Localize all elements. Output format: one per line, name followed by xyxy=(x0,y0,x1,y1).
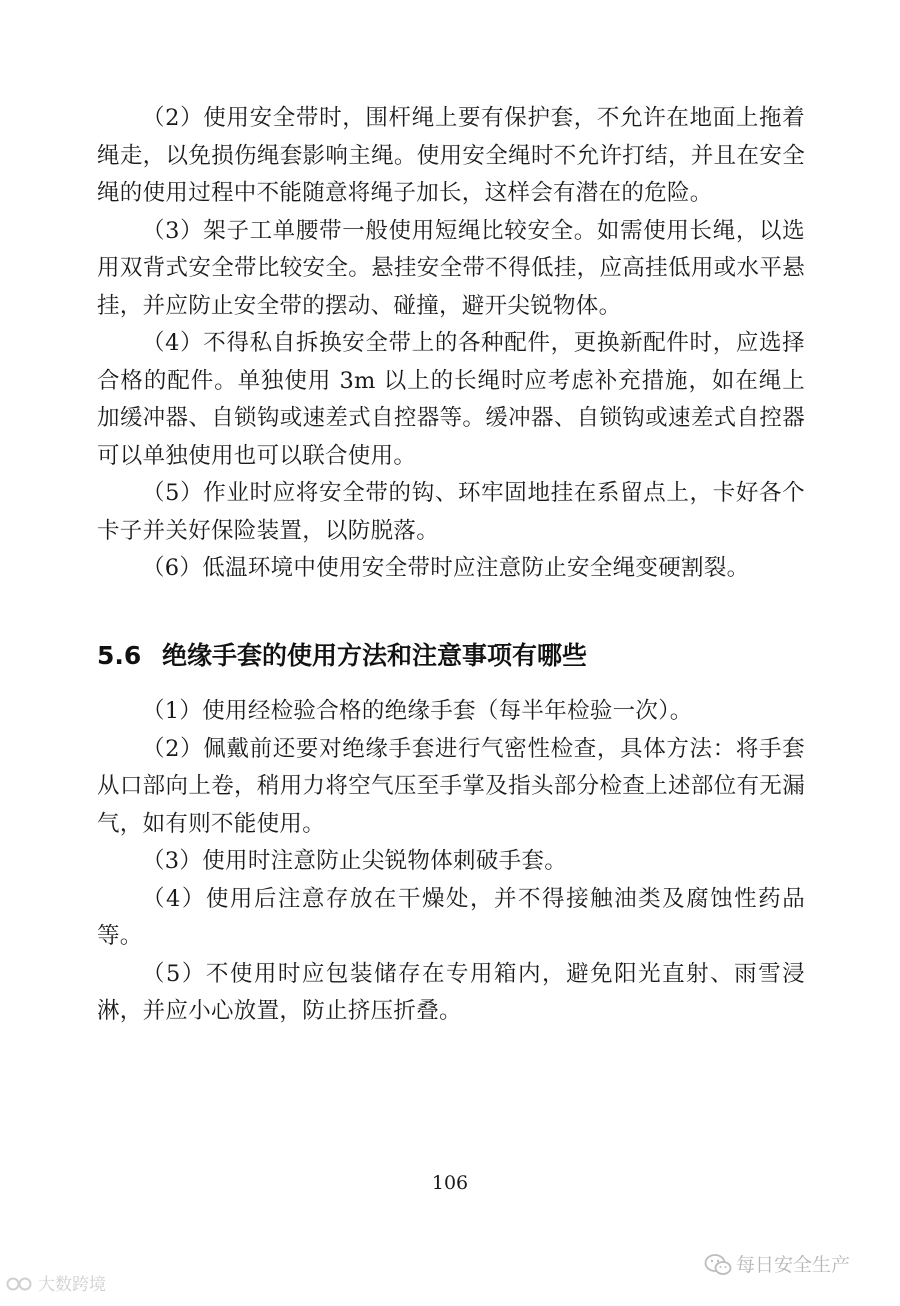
paragraph: （1）使用经检验合格的绝缘手套（每半年检验一次）。 xyxy=(142,698,693,724)
section-heading xyxy=(97,636,805,676)
paragraph: （5）不使用时应包装储存在专用箱内，避免阳光直射、雨雪浸淋，并应小心放置，防止挤压折叠。 xyxy=(97,960,805,1024)
page-number: 106 xyxy=(431,1172,469,1194)
watermark-right xyxy=(704,1250,850,1280)
paragraph: （2）使用安全带时，围杆绳上要有保护套，不允许在地面上拖着绳走，以免损伤绳套影响主绳。使用安全绳时不允许打结，并且在安全绳的使用过程中不能随意将绳子加长，这样会有潜在的危险。 xyxy=(97,105,805,206)
watermark-left xyxy=(6,1272,106,1298)
section-body xyxy=(97,693,805,1031)
paragraph: （6）低温环境中使用安全带时应注意防止安全绳变硬割裂。 xyxy=(142,555,750,581)
brand-logo-icon xyxy=(6,1275,36,1293)
paragraph: （3）架子工单腰带一般使用短绳比较安全。如需使用长绳，以选用双背式安全带比较安全。悬挂安全带不得低挂，应高挂低用或水平悬挂，并应防止安全带的摆动、碰撞，避开尖锐物体。 xyxy=(97,217,805,319)
paragraph: （5）作业时应将安全带的钩、环牢固地挂在系留点上，卡好各个卡子并关好保险装置，以防脱落。 xyxy=(97,480,805,544)
paragraph: （2）佩戴前还要对绝缘手套进行气密性检查，具体方法：将手套从口部向上卷，稍用力将空气压至手掌及指头部分检查上述部位有无漏气，如有则不能使用。 xyxy=(97,735,805,837)
section-title: 绝缘手套的使用方法和注意事项有哪些 xyxy=(162,641,588,670)
watermark-right-text: 每日安全生产 xyxy=(736,1254,851,1276)
paragraph: （4）使用后注意存放在干燥处，并不得接触油类及腐蚀性药品等。 xyxy=(97,885,805,949)
section-number: 5.6 xyxy=(97,641,142,670)
watermark-left-text: 大数跨境 xyxy=(38,1275,106,1295)
prev-section-body xyxy=(97,100,805,588)
paragraph: （3）使用时注意防止尖锐物体刺破手套。 xyxy=(142,848,568,874)
paragraph: （4）不得私自拆换安全带上的各种配件，更换新配件时，应选择合格的配件。单独使用 3m 以上的长绳时应考虑补充措施，如在绳上加缓冲器、自锁钩或速差式自控器等。缓冲器、自锁钩或速差式自控器可以单独使用也可以联合使用。 xyxy=(97,330,805,469)
wechat-icon xyxy=(704,1253,732,1277)
